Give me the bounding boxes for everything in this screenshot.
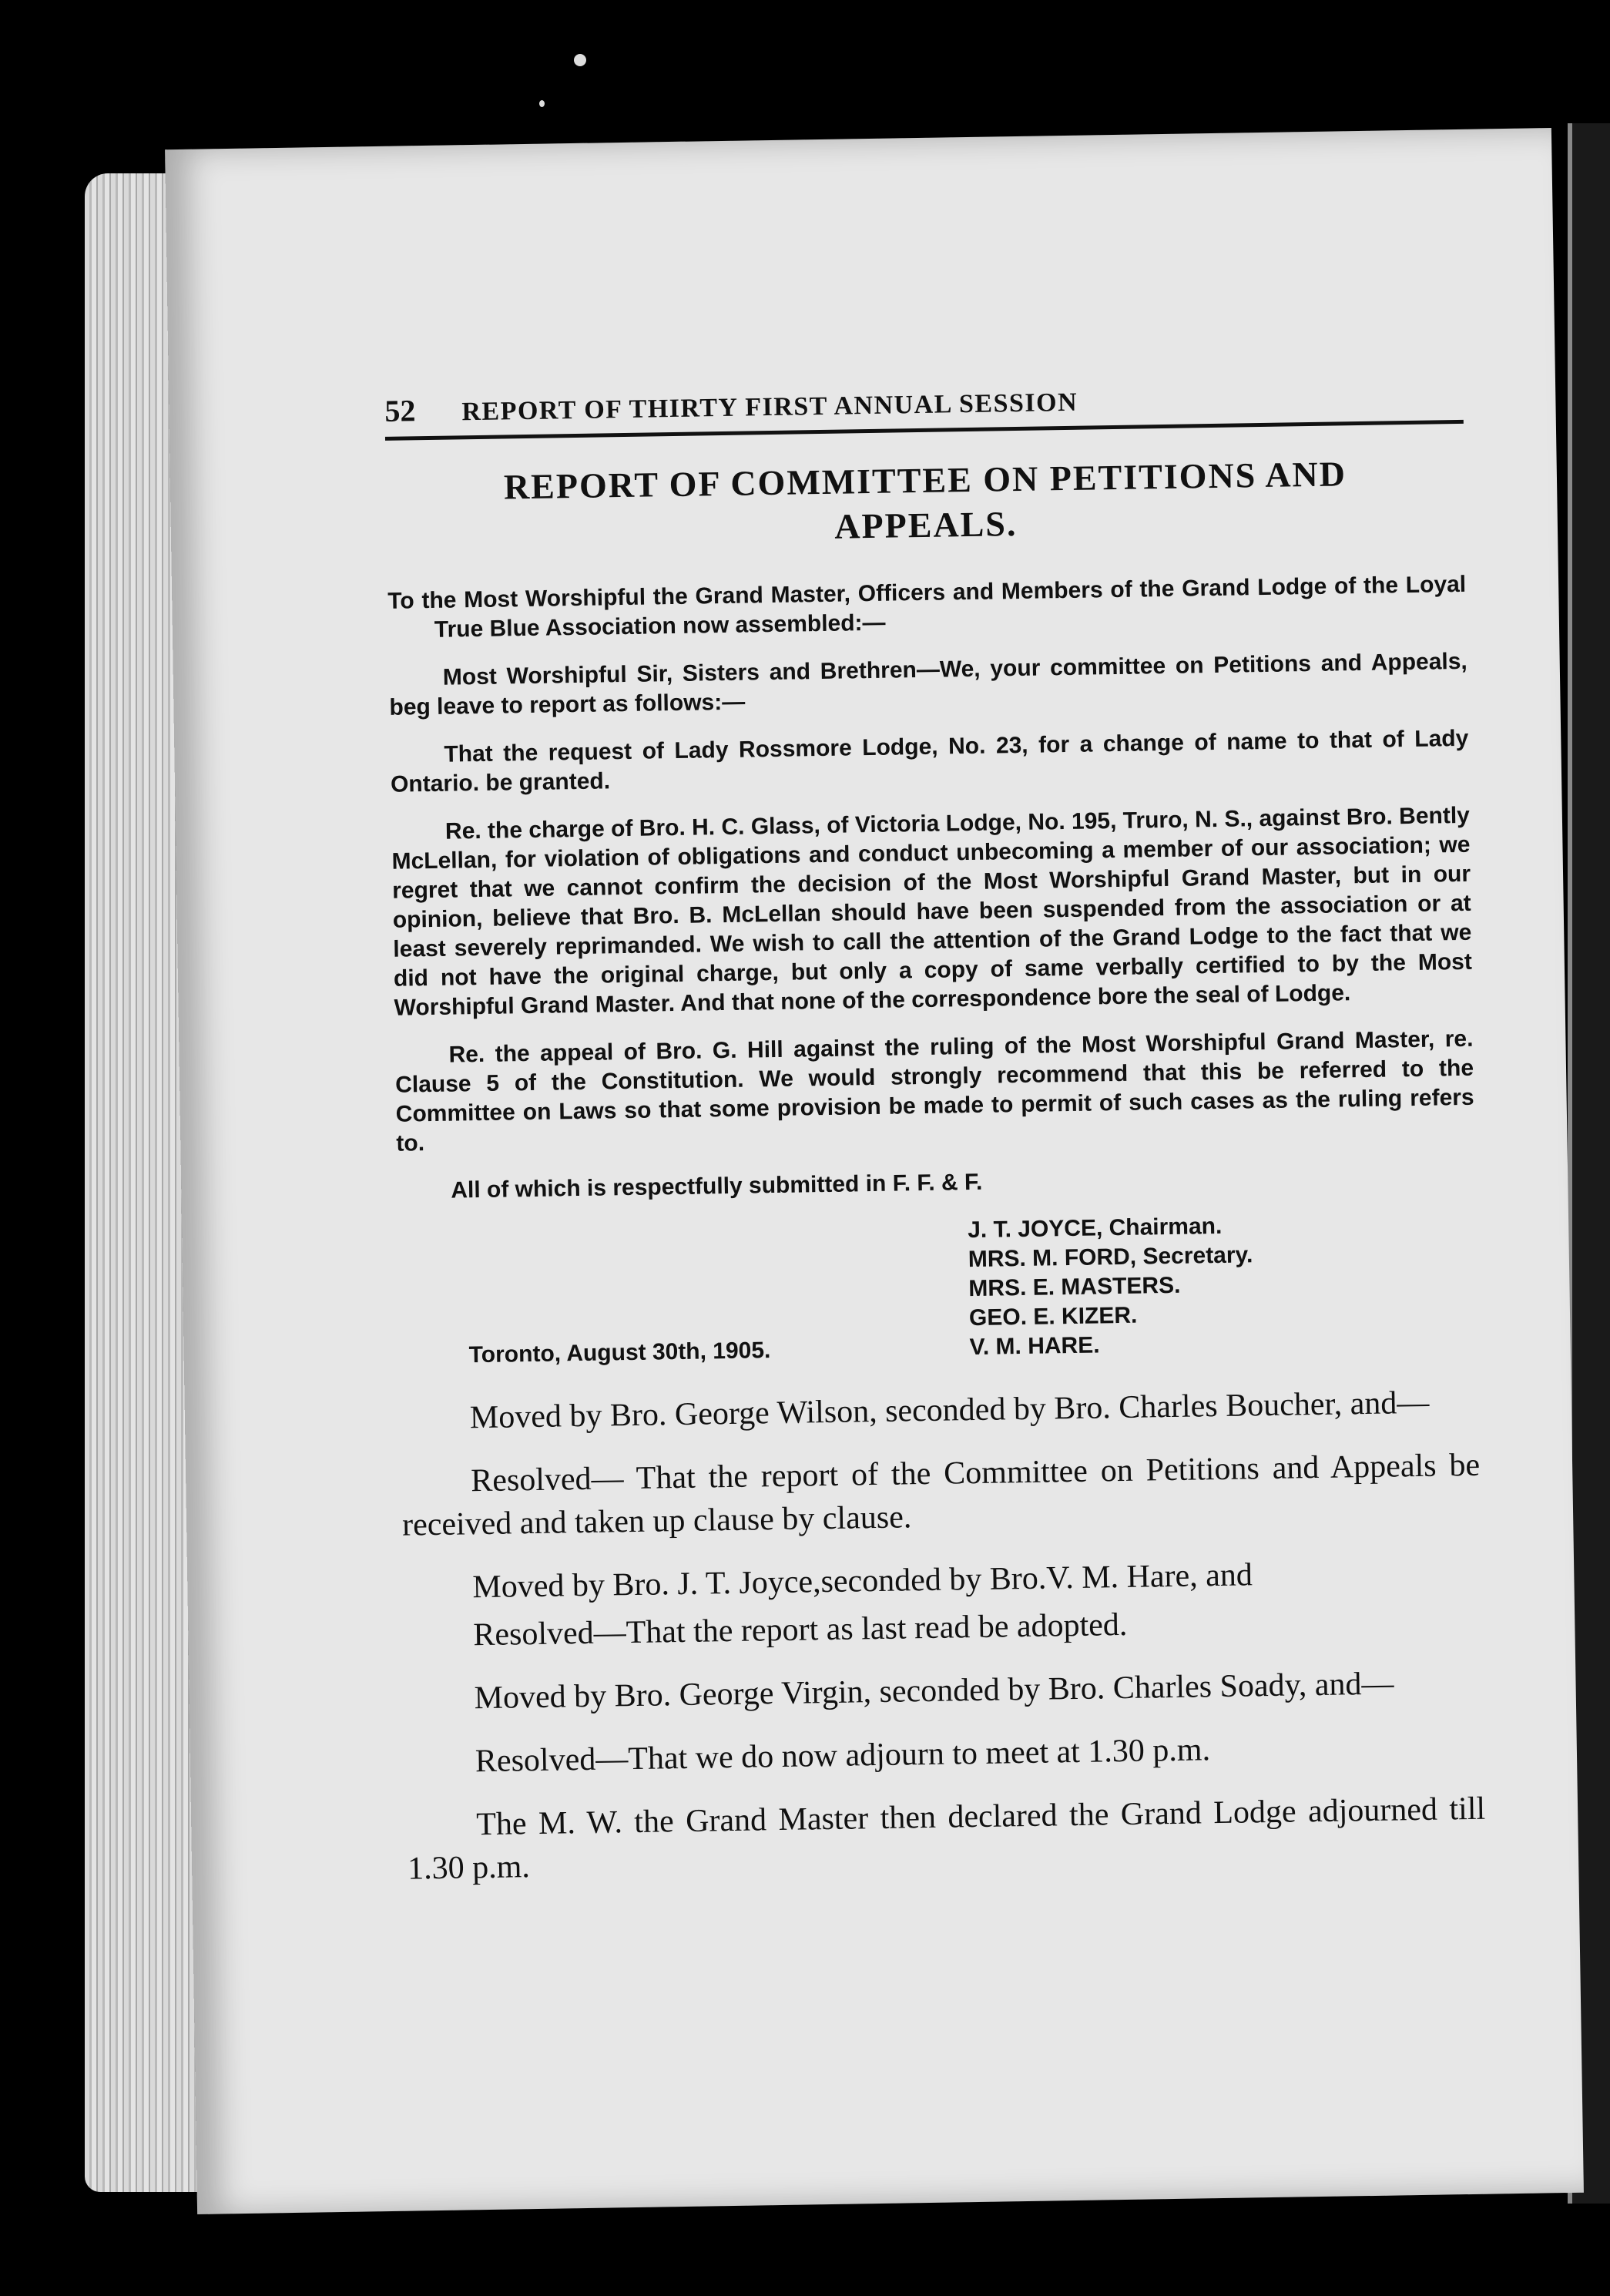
- report-paragraph-2: Re. the charge of Bro. H. C. Glass, of Victoria Lodge, No. 195, Truro, N. S., against Bro. Bently McLellan, for violation of obligations and conduct unbecoming a member of our association; we regret that we cannot confirm the decision of the Most Worshipful Grand Master, but in our opinion, believe that Bro. B. McLellan should have been suspended from the association or at least severely reprimanded. We wish to call the attention of the Grand Lodge to the fact that we did not have the original charge, but only a copy of same verbally certified to by the Most Worshipful Grand Master. And that none of the correspondence bore the seal of Lodge.: [391, 802, 1473, 1021]
- page-number: 52: [384, 393, 416, 428]
- motion-paragraph: Moved by Bro. George Virgin, seconded by Bro. Charles Soady, and—: [474, 1666, 1394, 1717]
- report-title-line-1: REPORT OF COMMITTEE ON PETITIONS AND: [503, 454, 1347, 507]
- proceedings: [401, 1381, 1487, 1891]
- adjournment-paragraph: The M. W. the Grand Master then declared the Grand Lodge adjourned till 1.30 p.m.: [407, 1791, 1486, 1887]
- place-date: Toronto, August 30th, 1905.: [468, 1338, 771, 1368]
- report-salutation: Most Worshipful Sir, Sisters and Brethren—We, your committee on Petitions and Appeals, beg leave to report as follows:—: [389, 648, 1467, 720]
- scan-speck: [539, 100, 545, 107]
- report-title: [386, 450, 1466, 556]
- report-paragraph-3: Re. the appeal of Bro. G. Hill against the ruling of the Most Worshipful Grand Master, re. Clause 5 of the Constitution. We would strongly recommend that this be referred to the Committee on Laws so that some provision be made to permit of such cases as the ruling refers to.: [394, 1025, 1474, 1156]
- signatory: MRS. E. MASTERS.: [968, 1272, 1181, 1302]
- running-title: REPORT OF THIRTY FIRST ANNUAL SESSION: [461, 388, 1078, 427]
- page-content: [384, 376, 1487, 1911]
- running-header: [384, 376, 1464, 441]
- signatory: GEO. E. KIZER.: [968, 1302, 1138, 1331]
- report-closing: All of which is respectfully submitted in F. F. & F.: [451, 1169, 983, 1203]
- signatory: MRS. M. FORD, Secretary.: [968, 1242, 1253, 1273]
- motion-paragraph: Moved by Bro. J. T. Joyce,seconded by Bro.V. M. Hare, and: [472, 1557, 1253, 1606]
- scan-speck: [574, 54, 586, 66]
- signatory: J. T. JOYCE, Chairman.: [967, 1213, 1223, 1244]
- resolution-paragraph: Resolved—That the report as last read be adopted.: [473, 1606, 1128, 1653]
- report-body: [387, 570, 1475, 1207]
- signatory-last: V. M. HARE.: [969, 1332, 1100, 1361]
- book-page: [165, 128, 1584, 2214]
- report-paragraph-1: That the request of Lady Rossmore Lodge, No. 23, for a change of name to that of Lady Ontario. be granted.: [390, 725, 1469, 797]
- resolution-paragraph: Resolved— That the report of the Committee on Petitions and Appeals be received and taken up clause by clause.: [401, 1447, 1481, 1543]
- report-address: To the Most Worshipful the Grand Master, Officers and Members of the Grand Lodge of the Loyal True Blue Association now assembled:—: [387, 571, 1467, 643]
- place-date-line: [399, 1325, 1478, 1371]
- report-title-line-2: APPEALS.: [834, 503, 1018, 546]
- resolution-paragraph: Resolved—That we do now adjourn to meet at 1.30 p.m.: [475, 1732, 1211, 1780]
- motion-paragraph: Moved by Bro. George Wilson, seconded by Bro. Charles Boucher, and—: [469, 1385, 1430, 1436]
